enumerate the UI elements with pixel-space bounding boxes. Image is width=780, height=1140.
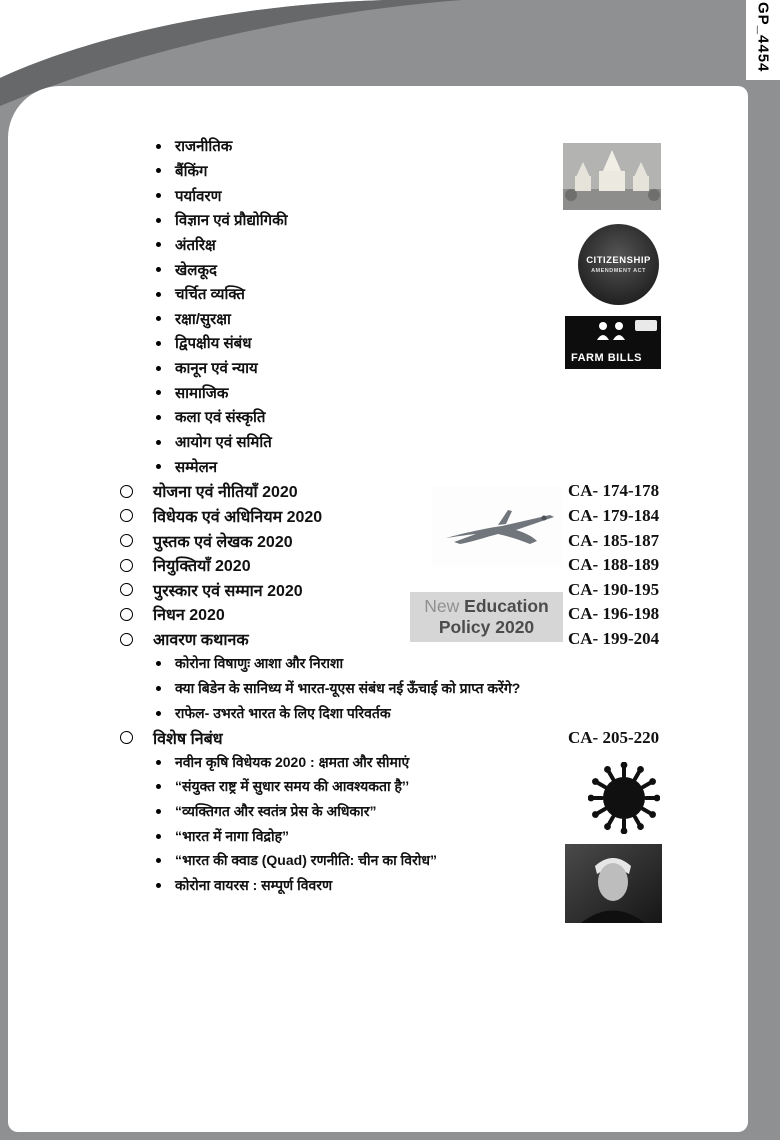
citizenship-title: CITIZENSHIP (586, 255, 651, 266)
bullet-icon (156, 292, 161, 297)
bullet-icon (156, 661, 161, 666)
section-label: आवरण कथानक (153, 632, 249, 650)
topic-label: बैंकिंग (175, 162, 208, 180)
nep-line2: Policy 2020 (438, 617, 535, 637)
section-label: विधेयक एवं अधिनियम 2020 (153, 508, 323, 526)
topic-label: खेलकूद (175, 261, 217, 279)
bullet-icon (156, 341, 161, 346)
section-pages: CA- 188-189 (568, 555, 660, 575)
section-label: पुरस्कार एवं सम्मान 2020 (153, 582, 303, 600)
circle-bullet-icon (120, 583, 133, 596)
bullet-icon (156, 267, 161, 272)
section-pages: CA- 179-184 (568, 505, 660, 525)
toc-topic (120, 405, 680, 430)
bullet-icon (156, 366, 161, 371)
bullet-icon (156, 218, 161, 223)
bullet-icon (156, 168, 161, 173)
bullet-icon (156, 242, 161, 247)
subitem-label: क्या बिडेन के सानिध्य में भारत-यूएस संबंध नई ऊँचाई को प्राप्त करेंगे? (175, 679, 521, 696)
bullet-icon (156, 144, 161, 149)
topic-label: चर्चित व्यक्ति (175, 286, 245, 304)
section-label: योजना एवं नीतियाँ 2020 (153, 484, 298, 502)
subitem-label: “व्यक्तिगत और स्वतंत्र प्रेस के अधिकार” (175, 803, 377, 820)
farm-bills-image (565, 316, 661, 369)
subitem-label: कोरोना वायरस : सम्पूर्ण विवरण (175, 877, 333, 894)
citizenship-amendment-image (578, 224, 659, 305)
rafale-jet-image (432, 486, 563, 567)
nep-word-education: Education (459, 596, 549, 616)
topic-label: सम्मेलन (175, 458, 218, 476)
bullet-icon (156, 834, 161, 839)
topic-label: रक्षा/सुरक्षा (175, 310, 231, 328)
section-pages: CA- 185-187 (568, 530, 660, 550)
topic-label: पर्यावरण (175, 187, 222, 205)
circle-bullet-icon (120, 485, 133, 498)
topic-label: द्विपक्षीय संबंध (175, 335, 252, 353)
citizenship-subtitle: AMENDMENT ACT (591, 268, 646, 274)
bullet-icon (156, 390, 161, 395)
section-pages: CA- 196-198 (568, 604, 660, 624)
toc-section (120, 553, 680, 578)
toc-section (120, 578, 680, 603)
section-label: विशेष निबंध (153, 730, 223, 748)
subitem-label: राफेल- उभरते भारत के लिए दिशा परिवर्तक (175, 704, 391, 721)
farm-bills-label: FARM BILLS (571, 352, 642, 364)
section-label: नियुक्तियाँ 2020 (153, 558, 251, 576)
bullet-icon (156, 440, 161, 445)
toc-section (120, 602, 680, 627)
circle-bullet-icon (120, 633, 133, 646)
ram-mandir-image (563, 143, 661, 210)
spine-code-text: GP_4454 (754, 2, 772, 73)
toc-topic (120, 454, 680, 479)
section-label: निधन 2020 (153, 607, 225, 625)
topic-label: कला एवं संस्कृति (175, 409, 266, 427)
education-policy-badge (410, 592, 563, 642)
subitem-label: “भारत में नागा विद्रोह” (175, 827, 290, 844)
bullet-icon (156, 883, 161, 888)
section-pages: CA- 174-178 (568, 481, 660, 501)
subitem-label: “संयुक्त राष्ट्र में सुधार समय की आवश्यकता है’’ (175, 778, 410, 795)
subitem-label: कोरोना विषाणुः आशा और निराशा (175, 655, 344, 672)
bullet-icon (156, 784, 161, 789)
bullet-icon (156, 193, 161, 198)
subitem-label: नवीन कृषि विधेयक 2020 : क्षमता और सीमाएं (175, 753, 410, 770)
bullet-icon (156, 686, 161, 691)
toc-subitem (120, 676, 680, 701)
topic-label: राजनीतिक (175, 138, 233, 156)
topic-label: विज्ञान एवं प्रौद्योगिकी (175, 212, 288, 230)
bullet-icon (156, 415, 161, 420)
subitem-label: “भारत की क्वाड (Quad) रणनीति: चीन का विरोध” (175, 852, 437, 869)
bullet-icon (156, 809, 161, 814)
bullet-icon (156, 464, 161, 469)
coronavirus-image (588, 762, 660, 834)
toc-topic (120, 208, 680, 233)
toc-topic (120, 430, 680, 455)
bullet-icon (156, 858, 161, 863)
bullet-icon (156, 760, 161, 765)
circle-bullet-icon (120, 509, 133, 522)
toc-section (120, 504, 680, 529)
topic-label: कानून एवं न्याय (175, 360, 258, 378)
nep-line1 (424, 596, 548, 617)
circle-bullet-icon (120, 559, 133, 572)
nep-word-new: New (424, 596, 460, 616)
toc-section (120, 479, 680, 504)
toc-section (120, 725, 680, 750)
section-label: पुस्तक एवं लेखक 2020 (153, 533, 293, 551)
circle-bullet-icon (120, 731, 133, 744)
news-logo-badge (635, 320, 657, 331)
topic-label: आयोग एवं समिति (175, 434, 272, 451)
spine-code-strip (746, 0, 780, 80)
topic-label: अंतरिक्ष (175, 236, 216, 254)
toc-subitem (120, 701, 680, 726)
bullet-icon (156, 711, 161, 716)
topic-label: सामाजिक (175, 384, 229, 402)
section-pages: CA- 199-204 (568, 629, 660, 649)
circle-bullet-icon (120, 534, 133, 547)
toc-section (120, 627, 680, 652)
toc-subitem (120, 651, 680, 676)
section-pages: CA- 190-195 (568, 579, 660, 599)
section-pages: CA- 205-220 (568, 727, 660, 747)
circle-bullet-icon (120, 608, 133, 621)
biden-photo (565, 844, 662, 923)
toc-section (120, 528, 680, 553)
toc-topic (120, 380, 680, 405)
bullet-icon (156, 316, 161, 321)
